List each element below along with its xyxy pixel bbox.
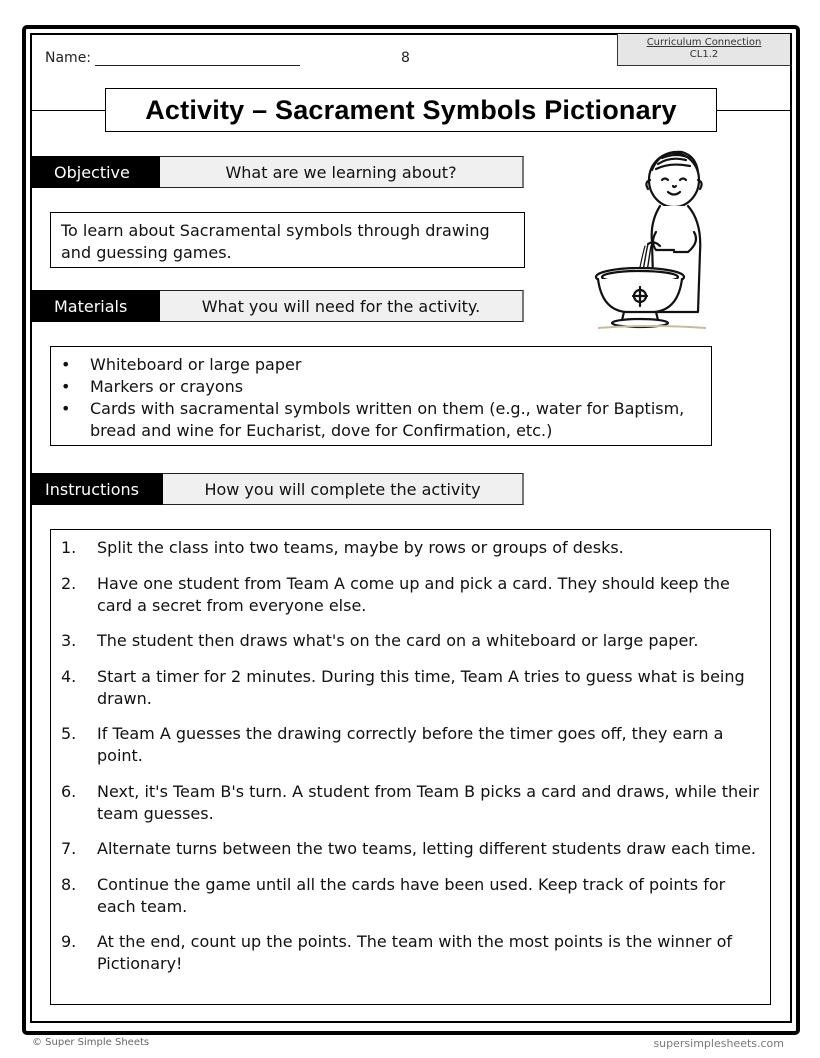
instruction-step xyxy=(61,931,760,975)
instruction-step xyxy=(61,874,760,918)
instruction-step xyxy=(61,723,760,767)
instruction-step xyxy=(61,838,760,860)
instructions-label: Instructions xyxy=(32,473,163,505)
materials-header xyxy=(32,290,524,322)
step-text: Continue the game until all the cards have been used. Keep track of points for each team. xyxy=(97,874,726,916)
bullet-icon: • xyxy=(61,377,71,396)
step-number: 8. xyxy=(61,874,77,894)
step-number: 2. xyxy=(61,573,77,593)
instruction-step xyxy=(61,666,760,710)
step-text: Split the class into two teams, maybe by rows or groups of desks. xyxy=(97,538,624,557)
step-text: At the end, count up the points. The team with the most points is the winner of Pictionary! xyxy=(97,932,733,973)
instructions-description: How you will complete the activity xyxy=(163,473,524,505)
instruction-step xyxy=(61,573,760,617)
name-label: Name: xyxy=(45,50,92,66)
page-number: 8 xyxy=(401,50,410,66)
materials-list xyxy=(61,354,701,442)
step-number: 6. xyxy=(61,781,77,801)
step-number: 7. xyxy=(61,839,77,858)
materials-item: • Whiteboard or large paper xyxy=(61,355,302,374)
footer-copyright: © Super Simple Sheets xyxy=(32,1037,150,1048)
instruction-step xyxy=(61,630,760,652)
curriculum-connection-box xyxy=(617,34,790,66)
instructions-list xyxy=(61,537,760,975)
materials-list-box xyxy=(50,346,712,446)
instructions-list-box xyxy=(50,529,771,1005)
step-number: 4. xyxy=(61,666,77,686)
curriculum-code: CL1.2 xyxy=(689,49,719,60)
step-number: 5. xyxy=(61,724,77,743)
step-text: Have one student from Team A come up and pick a card. They should keep the card a secret from everyone else. xyxy=(97,573,730,615)
step-number: 3. xyxy=(61,631,77,650)
instruction-step xyxy=(61,537,760,559)
bullet-icon: • xyxy=(61,355,71,374)
name-blank-line[interactable] xyxy=(95,51,300,66)
step-text: If Team A guesses the drawing correctly before the timer goes off, they earn a point. xyxy=(97,724,724,765)
page-title: Activity – Sacrament Symbols Pictionary xyxy=(145,94,677,125)
instructions-header xyxy=(32,473,524,505)
step-text: Next, it's Team B's turn. A student from Team B picks a card and draws, while their team guesses. xyxy=(97,781,759,823)
step-text: Alternate turns between the two teams, letting different students draw each time. xyxy=(97,839,756,858)
name-field[interactable] xyxy=(45,50,300,66)
objective-text-box xyxy=(50,212,525,268)
step-text: The student then draws what's on the card on a whiteboard or large paper. xyxy=(97,631,699,650)
materials-description: What you will need for the activity. xyxy=(160,290,524,322)
title-box xyxy=(105,88,717,132)
bullet-icon: • xyxy=(61,399,71,418)
instruction-step xyxy=(61,781,760,825)
materials-item: • Cards with sacramental symbols written on them (e.g., water for Baptism, bread and wine for Eucharist, dove for Confirmation, etc.) xyxy=(61,399,685,440)
step-number: 9. xyxy=(61,932,77,951)
objective-description: What are we learning about? xyxy=(160,156,524,188)
step-number: 1. xyxy=(61,538,77,557)
child-pouring-water-baptismal-font-icon xyxy=(590,142,710,332)
step-text: Start a timer for 2 minutes. During this time, Team A tries to guess what is being drawn. xyxy=(97,666,745,708)
materials-label: Materials xyxy=(32,290,160,322)
curriculum-connection-title: Curriculum Connection xyxy=(646,37,762,48)
objective-label: Objective xyxy=(32,156,160,188)
objective-text: To learn about Sacramental symbols through drawing and guessing games. xyxy=(61,221,490,262)
materials-item: • Markers or crayons xyxy=(61,377,244,396)
footer-website[interactable]: supersimplesheets.com xyxy=(653,1037,784,1050)
objective-header xyxy=(32,156,524,188)
